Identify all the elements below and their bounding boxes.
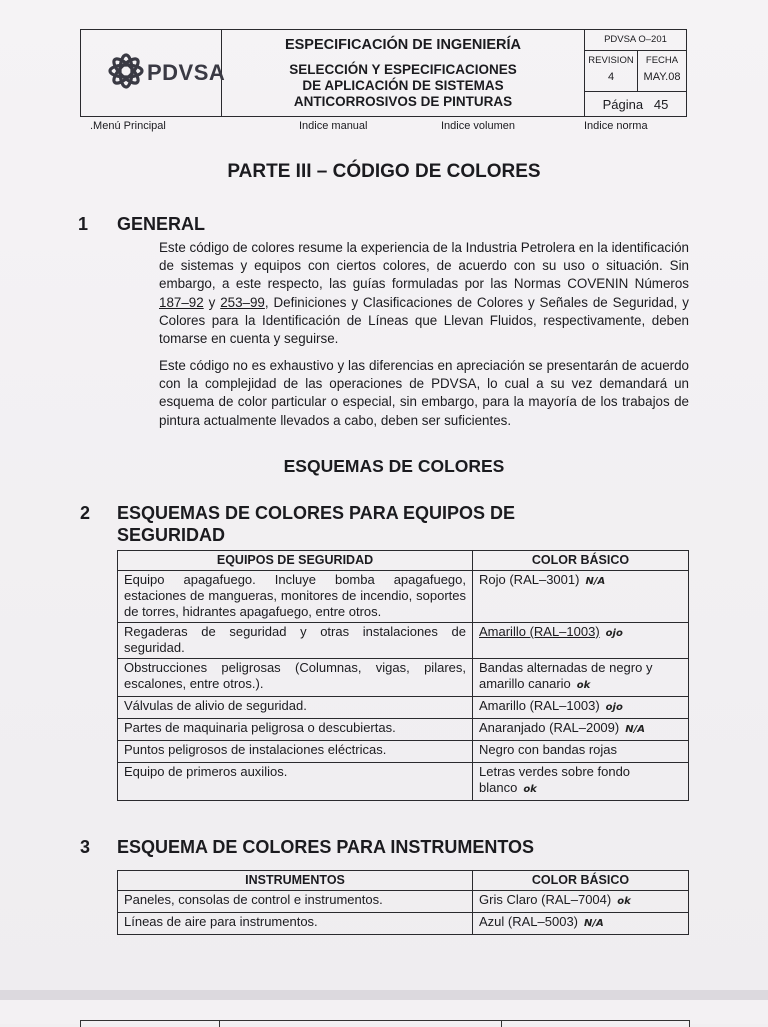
date-cell bbox=[638, 50, 686, 92]
col-header-equipment: EQUIPOS DE SEGURIDAD bbox=[118, 551, 473, 571]
color-text: Anaranjado (RAL–2009) bbox=[479, 720, 620, 735]
section-1-paragraph-1 bbox=[159, 239, 689, 348]
instrument-cell: Líneas de aire para instrumentos. bbox=[118, 913, 473, 935]
color-text: Rojo (RAL–3001) bbox=[479, 572, 580, 587]
revision-label: REVISION bbox=[588, 55, 634, 66]
handwritten-mark: N/A bbox=[584, 918, 604, 929]
instrument-cell: Paneles, consolas de control e instrumentos. bbox=[118, 891, 473, 913]
table-row bbox=[118, 623, 689, 659]
page-label: Página bbox=[602, 97, 644, 112]
p1-text-c: , Definiciones y Clasificaciones de Colores y Señales de Seguridad, y Colores para la Identificación de Líneas que Llevan Fluidos, respectivamente, deben tomarse en cuenta y seguirse. bbox=[159, 294, 689, 347]
col-header-color: COLOR BÁSICO bbox=[473, 871, 689, 891]
handwritten-mark: ok bbox=[523, 784, 537, 795]
p1-text-b: y bbox=[203, 294, 221, 310]
equipment-cell: Obstrucciones peligrosas (Columnas, vigas, pilares, escalones, entre otros.). bbox=[118, 659, 473, 697]
equipment-cell: Puntos peligrosos de instalaciones eléctricas. bbox=[118, 741, 473, 763]
part-title: PARTE III – CÓDIGO DE COLORES bbox=[227, 161, 541, 182]
title-line-1: ESPECIFICACIÓN DE INGENIERÍA bbox=[284, 37, 522, 53]
document-header bbox=[80, 29, 687, 117]
table-row bbox=[118, 913, 689, 935]
equipment-cell: Válvulas de alivio de seguridad. bbox=[118, 697, 473, 719]
manual-index-link[interactable]: Indice manual bbox=[299, 120, 368, 132]
handwritten-mark: ok bbox=[576, 680, 591, 691]
table-row bbox=[118, 763, 689, 801]
section-3-title: ESQUEMA DE COLORES PARA INSTRUMENTOS bbox=[117, 837, 535, 857]
equipment-cell: Equipo apagafuego. Incluye bomba apagafuego, estaciones de mangueras, monitores de incendio, soportes de torres, hidrantes apagafuego, entre otros. bbox=[118, 571, 473, 623]
handwritten-mark: ojo bbox=[605, 702, 623, 713]
section-1-paragraph-2: Este código no es exhaustivo y las diferencias en apreciación se presentarán de acuerdo con la complejidad de las operaciones de PDVSA, lo cual a su vez demandará un esquema de color particular o especial, sin embargo, para la mayoría de los trabajos de pintura actualmente llevados a cabo, deben ser suficientes. bbox=[159, 358, 689, 428]
next-page-edge bbox=[0, 1000, 768, 1024]
page-cell bbox=[585, 92, 686, 116]
color-cell bbox=[473, 571, 689, 623]
logo-cell bbox=[81, 30, 226, 116]
date-label: FECHA bbox=[645, 55, 679, 66]
color-text: Bandas alternadas de negro y amarillo canario bbox=[479, 660, 653, 691]
table-row bbox=[118, 659, 689, 697]
revision-value: 4 bbox=[607, 71, 615, 83]
covenin-187-link[interactable]: 187–92 bbox=[159, 294, 204, 310]
title-line-3: DE APLICACIÓN DE SISTEMAS bbox=[302, 78, 504, 93]
color-text: Amarillo (RAL–1003) bbox=[479, 698, 600, 713]
color-cell bbox=[473, 891, 689, 913]
covenin-253-link[interactable]: 253–99 bbox=[220, 294, 265, 310]
header-title bbox=[222, 30, 585, 116]
equipment-cell: Regaderas de seguridad y otras instalaciones de seguridad. bbox=[118, 623, 473, 659]
safety-equipment-table bbox=[117, 550, 689, 801]
color-text: Negro con bandas rojas bbox=[479, 742, 618, 757]
color-cell bbox=[473, 741, 689, 763]
table-row bbox=[118, 741, 689, 763]
color-cell bbox=[473, 763, 689, 801]
handwritten-mark: N/A bbox=[625, 724, 645, 735]
norm-index-link[interactable]: Indice norma bbox=[584, 120, 648, 132]
table-row bbox=[118, 571, 689, 623]
color-cell bbox=[473, 719, 689, 741]
col-header-color: COLOR BÁSICO bbox=[473, 551, 689, 571]
section-1-title: GENERAL bbox=[117, 214, 206, 234]
table-row bbox=[118, 697, 689, 719]
logo-text: PDVSA bbox=[147, 60, 226, 85]
header-meta bbox=[585, 30, 686, 116]
page-number: 45 bbox=[653, 97, 669, 112]
col-header-instruments: INSTRUMENTOS bbox=[118, 871, 473, 891]
table-header-row bbox=[118, 551, 689, 571]
section-2-title-line-2: SEGURIDAD bbox=[117, 525, 226, 545]
section-1-number: 1 bbox=[78, 214, 89, 234]
schemes-title: ESQUEMAS DE COLORES bbox=[283, 456, 505, 476]
section-2-title-line-1: ESQUEMAS DE COLORES PARA EQUIPOS DE bbox=[117, 503, 516, 523]
color-cell bbox=[473, 913, 689, 935]
color-text: Amarillo (RAL–1003) bbox=[479, 624, 600, 639]
equipment-cell: Equipo de primeros auxilios. bbox=[118, 763, 473, 801]
color-cell bbox=[473, 697, 689, 719]
table-row bbox=[118, 719, 689, 741]
equipment-cell: Partes de maquinaria peligrosa o descubiertas. bbox=[118, 719, 473, 741]
color-text: Letras verdes sobre fondo blanco bbox=[479, 764, 631, 795]
table-header-row bbox=[118, 871, 689, 891]
color-text: Azul (RAL–5003) bbox=[479, 914, 578, 929]
date-value: MAY.08 bbox=[643, 71, 681, 83]
doc-code: PDVSA O–201 bbox=[585, 30, 686, 51]
title-line-2: SELECCIÓN Y ESPECIFICACIONES bbox=[289, 62, 517, 77]
volume-index-link[interactable]: Indice volumen bbox=[441, 120, 515, 132]
handwritten-mark: ojo bbox=[605, 628, 623, 639]
section-2-number: 2 bbox=[80, 503, 91, 523]
color-cell bbox=[473, 659, 689, 697]
table-row bbox=[118, 891, 689, 913]
section-3-number: 3 bbox=[80, 837, 91, 857]
color-cell bbox=[473, 623, 689, 659]
handwritten-mark: N/A bbox=[585, 576, 606, 587]
revision-cell bbox=[585, 50, 638, 92]
pdvsa-logo-icon bbox=[108, 53, 144, 89]
color-text: Gris Claro (RAL–7004) bbox=[479, 892, 612, 907]
section-2-title bbox=[117, 502, 515, 546]
handwritten-mark: ok bbox=[617, 896, 631, 907]
instruments-table bbox=[117, 870, 689, 935]
main-menu-link[interactable]: .Menú Principal bbox=[90, 120, 166, 132]
p1-text-a: Este código de colores resume la experiencia de la Industria Petrolera en la identificación de sistemas y equipos con ciertos colores, de acuerdo con su uso o situación. Sin embargo, a este respecto, las guías formuladas por las Normas COVENIN Números bbox=[159, 240, 689, 292]
title-line-4: ANTICORROSIVOS DE PINTURAS bbox=[293, 94, 513, 109]
